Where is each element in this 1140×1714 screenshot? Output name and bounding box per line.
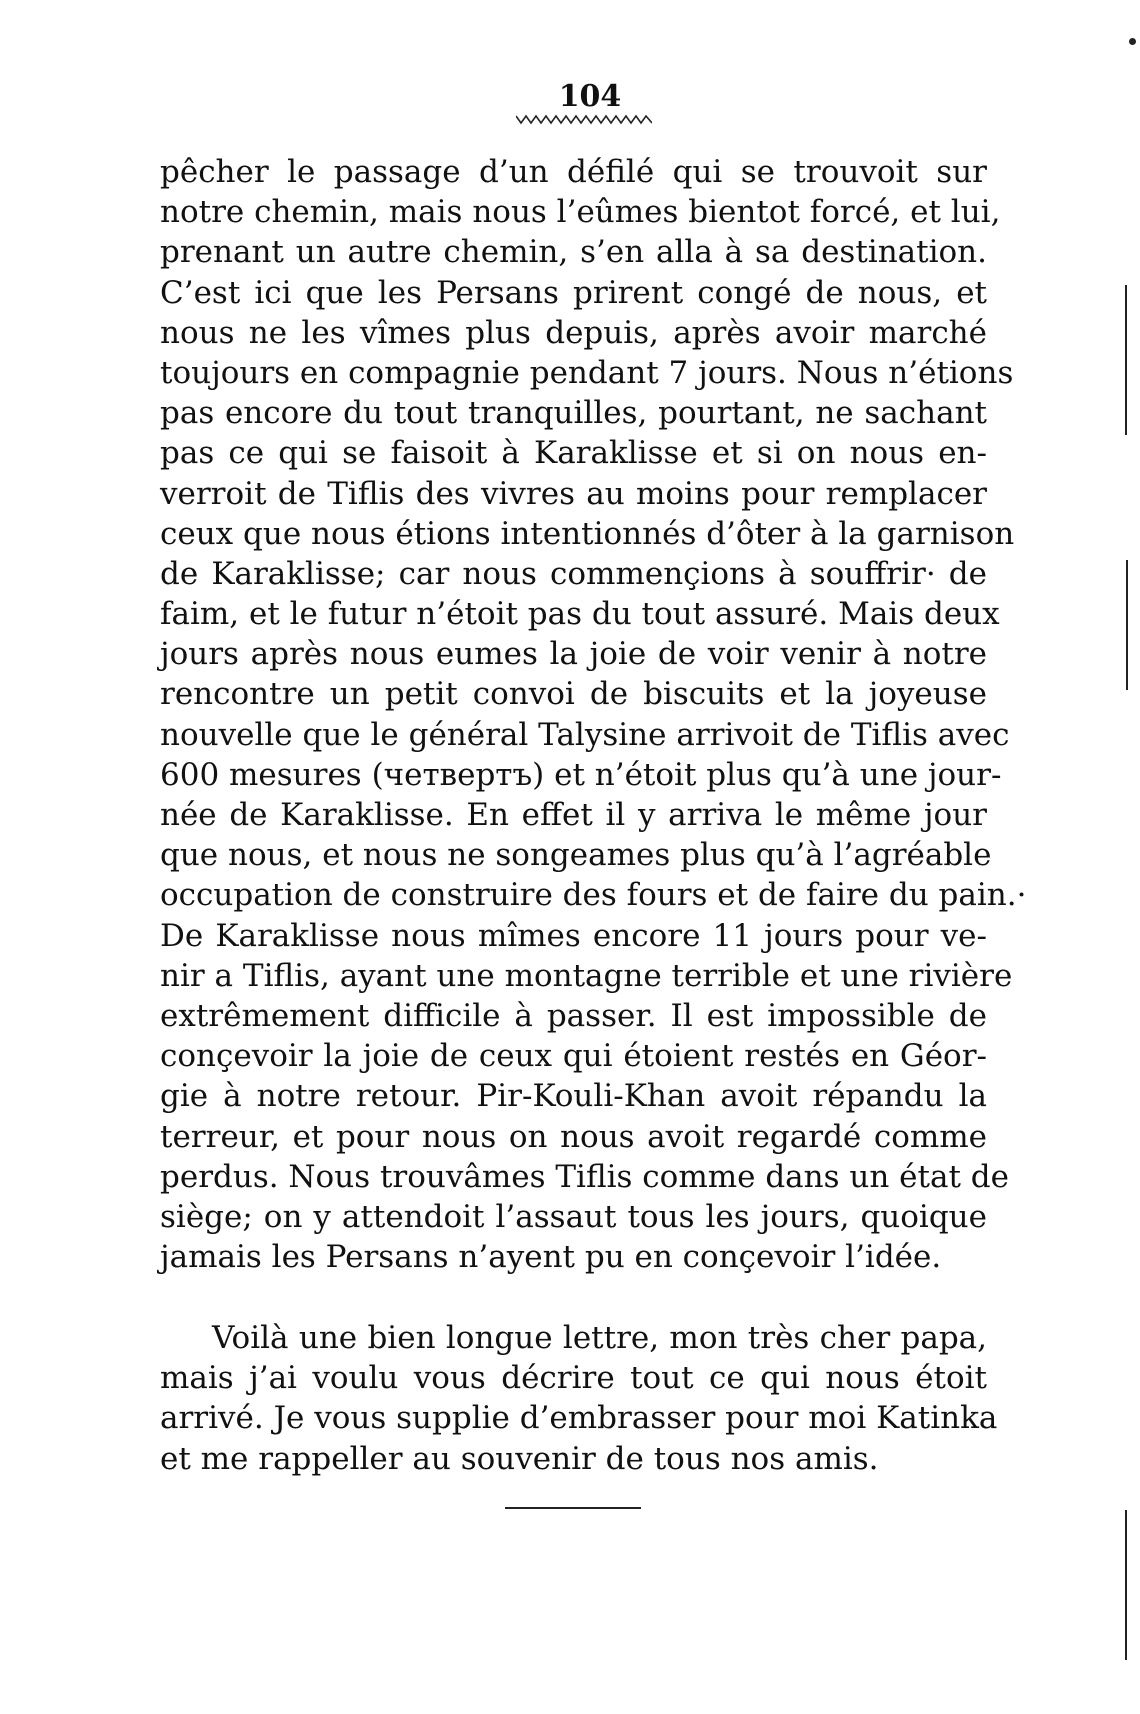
text-line: nir a Tiflis, ayant une montagne terrible et une rivière (160, 957, 1013, 994)
text-line: perdus. Nous trouvâmes Tiflis comme dans un état de (160, 1158, 1009, 1195)
text-line: que nous, et nous ne songeames plus qu’à l’agréable (160, 837, 992, 874)
text-line: nous ne les vîmes plus depuis, après avoir marché (160, 314, 987, 351)
text-line: notre chemin, mais nous l’eûmes bientot forcé, et lui, (160, 194, 1001, 231)
text-line: nouvelle que le général Talysine arrivoit de Tiflis avec (160, 716, 1010, 753)
text-line: 600 mesures (четвертъ) et n’étoit plus qu’à une jour- (160, 756, 1002, 793)
text-line: gie à notre retour. Pir-Kouli-Khan avoit répandu la (160, 1078, 987, 1115)
text-line: pas ce qui se faisoit à Karaklisse et si on nous en- (160, 435, 987, 472)
text-line: De Karaklisse nous mîmes encore 11 jours pour ve- (160, 917, 987, 954)
right-edge-mark (1126, 560, 1128, 690)
text-line: prenant un autre chemin, s’en alla à sa destination. (160, 234, 987, 271)
text-line: terreur, et pour nous on nous avoit regardé comme (160, 1118, 987, 1155)
page-number-wave-ornament (516, 114, 652, 126)
text-line: occupation de construire des fours et de faire du pain.· (160, 877, 1027, 914)
text-line: toujours en compagnie pendant 7 jours. Nous n’étions (160, 354, 1014, 391)
text-line: jamais les Persans n’ayent pu en conçevoir l’idée. (160, 1239, 942, 1276)
text-line: siège; on y attendoit l’assaut tous les jours, quoique (160, 1198, 987, 1235)
text-line: pas encore du tout tranquilles, pourtant, ne sachant (160, 395, 987, 432)
text-line: jours après nous eumes la joie de voir venir à notre (160, 636, 987, 673)
text-line: Voilà une bien longue lettre, mon très cher papa, (212, 1320, 987, 1356)
text-line: arrivé. Je vous supplie d’embrasser pour moi Katinka (160, 1400, 998, 1437)
text-line: rencontre un petit convoi de biscuits et la joyeuse (160, 676, 987, 713)
text-line: C’est ici que les Persans prirent congé de nous, et (160, 274, 987, 311)
text-line: verroit de Tiflis des vivres au moins pour remplacer (160, 475, 987, 512)
text-line: ceux que nous étions intentionnés d’ôter à la garnison (160, 515, 1015, 552)
margin-dot (1129, 38, 1136, 45)
right-edge-mark (1125, 1510, 1127, 1660)
end-rule (505, 1507, 641, 1509)
text-line: née de Karaklisse. En effet il y arriva le même jour (160, 797, 987, 833)
text-line: pêcher le passage d’un défilé qui se trouvoit sur (160, 154, 987, 190)
main-paragraph (160, 152, 1027, 1277)
text-line: de Karaklisse; car nous commençions à souffrir· de (160, 555, 987, 592)
text-line: extrêmement difficile à passer. Il est impossible de (160, 997, 987, 1034)
text-line: conçevoir la joie de ceux qui étoient restés en Géor- (160, 1038, 987, 1075)
right-edge-mark (1125, 285, 1127, 435)
page-number: 104 (558, 79, 622, 114)
closing-paragraph (160, 1318, 998, 1479)
text-line: mais j’ai voulu vous décrire tout ce qui nous étoit (160, 1360, 987, 1397)
text-line: et me rappeller au souvenir de tous nos amis. (160, 1440, 879, 1477)
text-line: faim, et le futur n’étoit pas du tout assuré. Mais deux (160, 596, 1000, 633)
